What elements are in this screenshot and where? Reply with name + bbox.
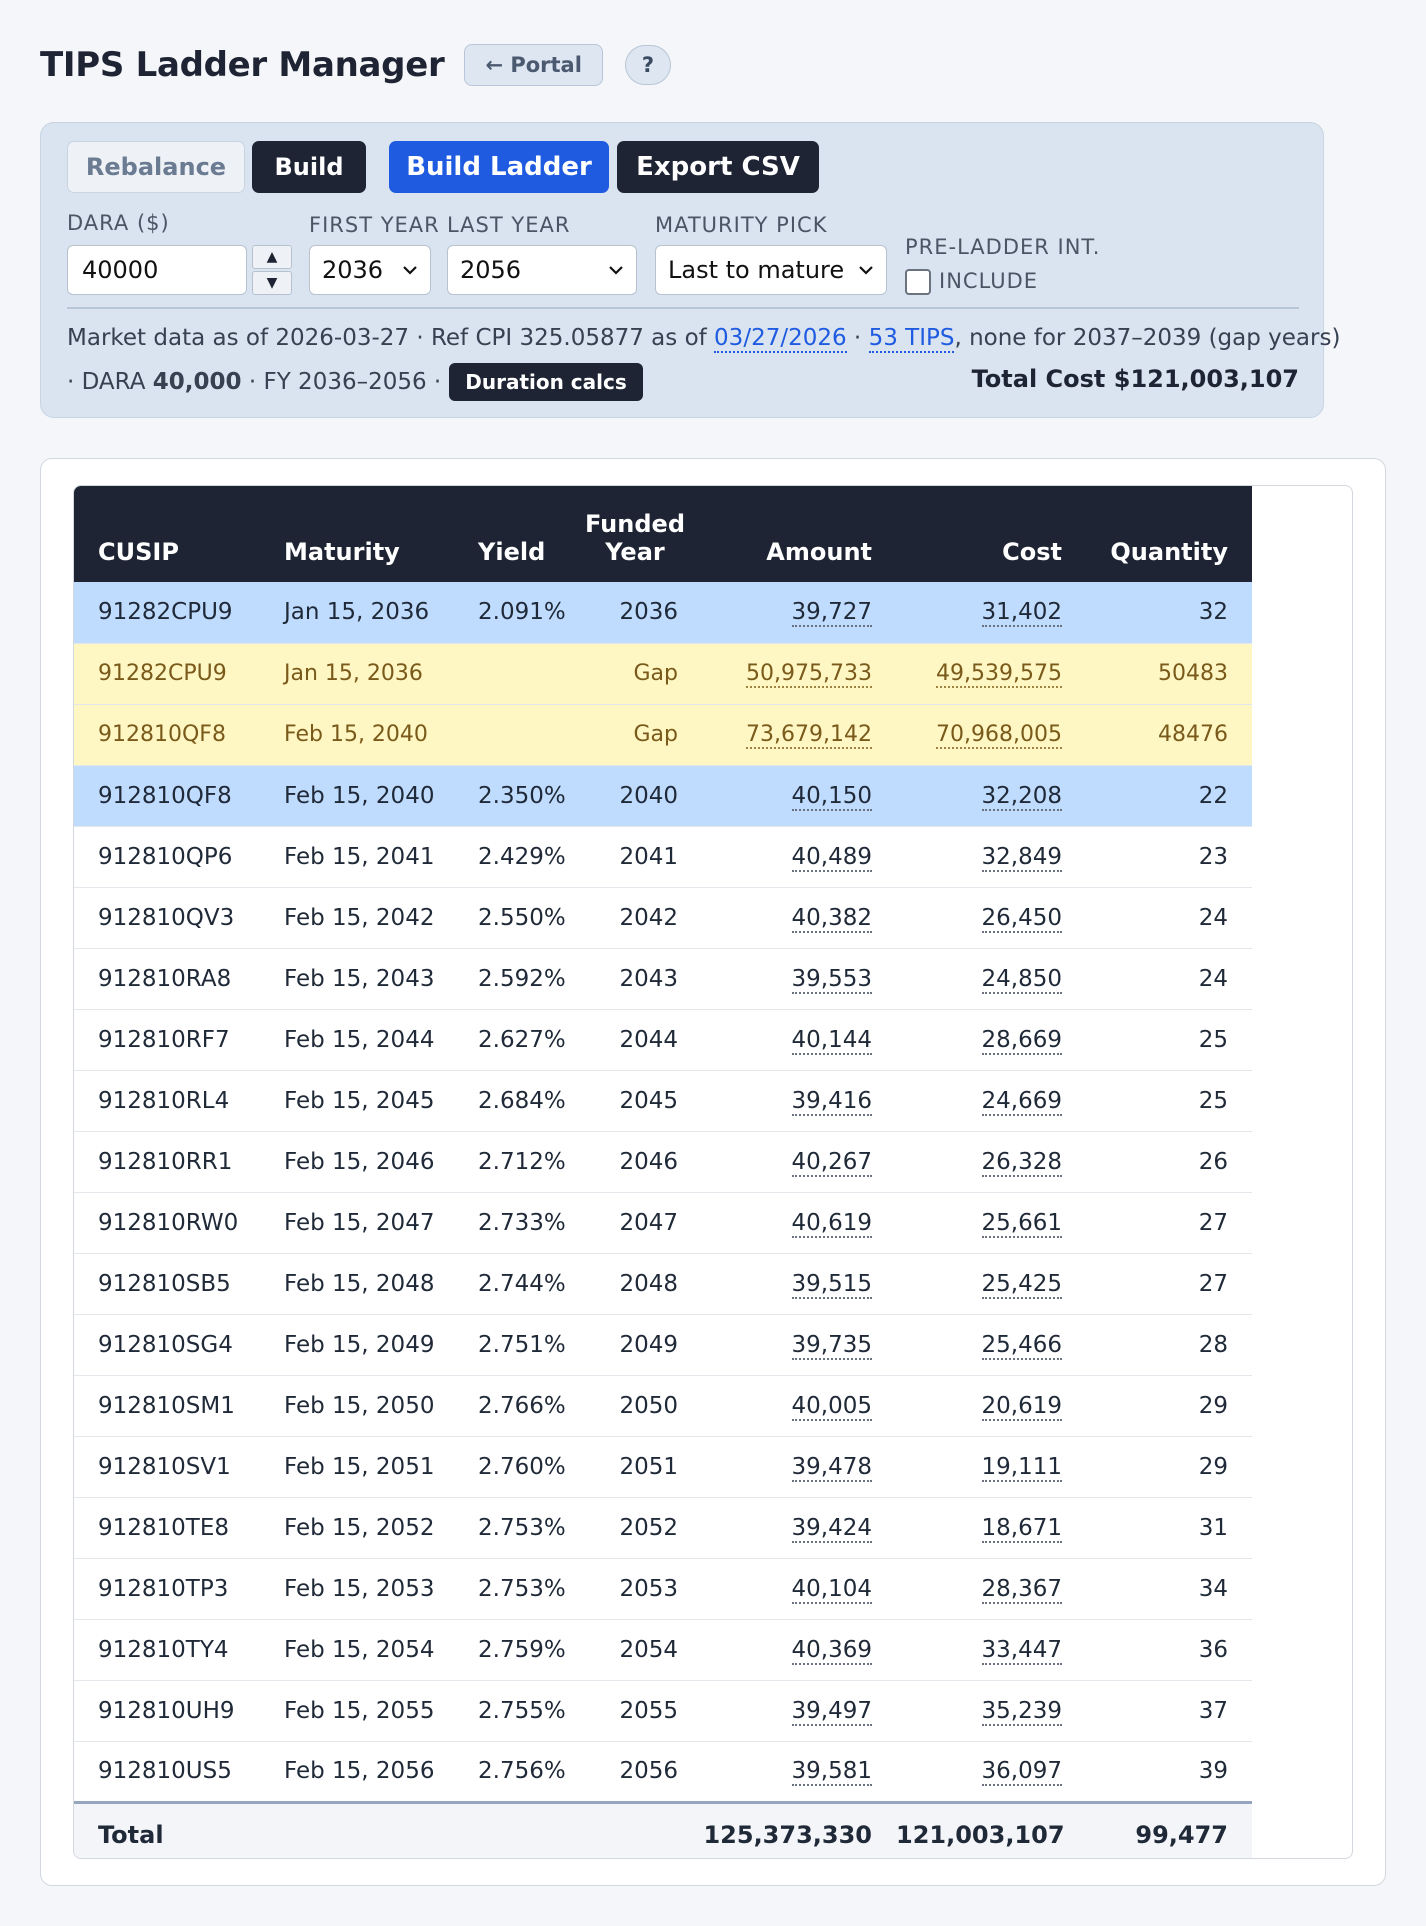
column-header-cusip[interactable]: CUSIP bbox=[74, 486, 260, 582]
cost-cell-value[interactable]: 36,097 bbox=[981, 1758, 1062, 1784]
amount-cell-value[interactable]: 40,005 bbox=[791, 1392, 872, 1419]
chevron-down-icon bbox=[400, 260, 420, 280]
funded-year-cell: 2036 bbox=[562, 582, 698, 643]
funded-year-cell: 2048 bbox=[562, 1253, 698, 1314]
table-row[interactable] bbox=[74, 826, 1252, 887]
yield-cell: 2.759% bbox=[454, 1619, 562, 1680]
fy-range-text: · FY 2036–2056 · bbox=[241, 369, 442, 395]
cost-cell bbox=[896, 887, 1086, 948]
quantity-cell: 28 bbox=[1086, 1314, 1252, 1375]
amount-cell bbox=[698, 1680, 896, 1741]
amount-cell-value[interactable]: 40,382 bbox=[791, 904, 872, 931]
cost-cell-value[interactable]: 26,450 bbox=[981, 904, 1062, 931]
cusip-cell: 912810RR1 bbox=[74, 1131, 260, 1192]
tips-count-link[interactable]: 53 TIPS bbox=[868, 325, 955, 351]
cusip-cell: 912810RF7 bbox=[74, 1009, 260, 1070]
maturity-cell: Jan 15, 2036 bbox=[260, 582, 454, 643]
funded-year-cell: 2041 bbox=[562, 826, 698, 887]
cost-cell-value[interactable]: 24,850 bbox=[981, 965, 1062, 992]
chevron-down-icon bbox=[856, 260, 876, 280]
cost-cell-value[interactable]: 32,208 bbox=[981, 782, 1062, 809]
cusip-cell: 912810QV3 bbox=[74, 887, 260, 948]
amount-cell bbox=[698, 765, 896, 826]
column-header-funded-year[interactable]: Funded Year bbox=[562, 486, 698, 582]
yield-cell: 2.592% bbox=[454, 948, 562, 1009]
quantity-cell: 23 bbox=[1086, 826, 1252, 887]
cusip-cell: 912810QF8 bbox=[74, 765, 260, 826]
separator: · bbox=[846, 325, 869, 351]
cusip-cell: 912810RA8 bbox=[74, 948, 260, 1009]
maturity-cell: Feb 15, 2040 bbox=[260, 704, 454, 765]
quantity-cell: 25 bbox=[1086, 1009, 1252, 1070]
dara-summary-value: 40,000 bbox=[152, 369, 242, 395]
cost-cell bbox=[896, 1253, 1086, 1314]
amount-cell bbox=[698, 826, 896, 887]
table-row[interactable] bbox=[74, 887, 1252, 948]
maturity-pick-label: MATURITY PICK bbox=[655, 213, 828, 237]
quantity-cell: 22 bbox=[1086, 765, 1252, 826]
maturity-cell: Feb 15, 2050 bbox=[260, 1375, 454, 1436]
funded-year-cell: 2040 bbox=[562, 765, 698, 826]
gap-years-text: , none for 2037–2039 (gap years) bbox=[954, 325, 1341, 351]
amount-cell bbox=[698, 1558, 896, 1619]
cost-cell bbox=[896, 643, 1086, 704]
table-row[interactable] bbox=[74, 1009, 1252, 1070]
maturity-cell: Feb 15, 2055 bbox=[260, 1680, 454, 1741]
dara-input[interactable]: 40000 bbox=[67, 245, 247, 295]
cusip-cell: 912810QF8 bbox=[74, 704, 260, 765]
cusip-cell: 912810TP3 bbox=[74, 1558, 260, 1619]
amount-cell bbox=[698, 1497, 896, 1558]
amount-cell-value[interactable]: 39,424 bbox=[791, 1514, 872, 1541]
funded-year-cell: 2049 bbox=[562, 1314, 698, 1375]
cusip-cell: 912810UH9 bbox=[74, 1680, 260, 1741]
table-row[interactable] bbox=[74, 765, 1252, 826]
quantity-cell: 24 bbox=[1086, 948, 1252, 1009]
include-checkbox[interactable] bbox=[905, 269, 931, 295]
quantity-cell: 48476 bbox=[1086, 704, 1252, 765]
cpi-date-link[interactable]: 03/27/2026 bbox=[714, 325, 847, 351]
funded-year-cell: 2054 bbox=[562, 1619, 698, 1680]
funded-year-cell: 2052 bbox=[562, 1497, 698, 1558]
maturity-cell: Feb 15, 2049 bbox=[260, 1314, 454, 1375]
page-title: TIPS Ladder Manager bbox=[40, 45, 445, 85]
quantity-cell: 50483 bbox=[1086, 643, 1252, 704]
maturity-cell: Feb 15, 2042 bbox=[260, 887, 454, 948]
quantity-cell: 34 bbox=[1086, 1558, 1252, 1619]
amount-cell bbox=[698, 1253, 896, 1314]
market-info-line bbox=[67, 325, 1340, 351]
table-row[interactable] bbox=[74, 704, 1252, 765]
total-label: Total bbox=[74, 1802, 260, 1859]
column-header-quantity[interactable]: Quantity bbox=[1086, 486, 1252, 582]
total-cost-cell: 121,003,107 bbox=[896, 1802, 1086, 1859]
cost-cell bbox=[896, 1497, 1086, 1558]
cost-cell-value[interactable]: 26,328 bbox=[981, 1148, 1062, 1175]
ladder-table-container[interactable] bbox=[73, 485, 1353, 1859]
column-header-cost[interactable]: Cost bbox=[896, 486, 1086, 582]
yield-cell: 2.733% bbox=[454, 1192, 562, 1253]
cost-cell bbox=[896, 1619, 1086, 1680]
quantity-cell: 31 bbox=[1086, 1497, 1252, 1558]
maturity-cell: Feb 15, 2053 bbox=[260, 1558, 454, 1619]
first-year-label: FIRST YEAR bbox=[309, 213, 440, 237]
amount-cell bbox=[698, 1375, 896, 1436]
chevron-down-icon bbox=[606, 260, 626, 280]
amount-cell-value[interactable]: 39,727 bbox=[791, 599, 872, 626]
amount-cell-value[interactable]: 40,144 bbox=[791, 1026, 872, 1053]
yield-cell: 2.550% bbox=[454, 887, 562, 948]
ladder-card bbox=[40, 458, 1386, 1886]
amount-cell bbox=[698, 887, 896, 948]
yield-cell bbox=[454, 704, 562, 765]
cost-cell-value[interactable]: 25,466 bbox=[981, 1331, 1062, 1358]
cost-cell bbox=[896, 765, 1086, 826]
cusip-cell: 912810TY4 bbox=[74, 1619, 260, 1680]
export-csv-button[interactable]: Export CSV bbox=[617, 141, 819, 193]
total-cost: Total Cost $121,003,107 bbox=[971, 365, 1299, 393]
maturity-pick-value: Last to mature bbox=[668, 256, 845, 284]
quantity-cell: 37 bbox=[1086, 1680, 1252, 1741]
amount-cell bbox=[698, 704, 896, 765]
cost-cell bbox=[896, 1558, 1086, 1619]
yield-cell: 2.766% bbox=[454, 1375, 562, 1436]
funded-year-cell: 2043 bbox=[562, 948, 698, 1009]
column-header-amount[interactable]: Amount bbox=[698, 486, 896, 582]
summary-line bbox=[67, 363, 643, 401]
table-row[interactable] bbox=[74, 1436, 1252, 1497]
dara-label: DARA ($) bbox=[67, 211, 170, 235]
amount-cell-value[interactable]: 40,369 bbox=[791, 1636, 872, 1663]
quantity-cell: 32 bbox=[1086, 582, 1252, 643]
cusip-cell: 912810SM1 bbox=[74, 1375, 260, 1436]
yield-cell bbox=[454, 643, 562, 704]
amount-cell bbox=[698, 1131, 896, 1192]
first-year-select[interactable] bbox=[309, 245, 431, 295]
divider bbox=[67, 307, 1299, 309]
maturity-cell: Feb 15, 2043 bbox=[260, 948, 454, 1009]
yield-cell: 2.755% bbox=[454, 1680, 562, 1741]
cost-cell bbox=[896, 1070, 1086, 1131]
maturity-cell: Feb 15, 2046 bbox=[260, 1131, 454, 1192]
funded-year-cell: 2053 bbox=[562, 1558, 698, 1619]
stepper-up-icon[interactable]: ▲ bbox=[252, 245, 292, 269]
cost-cell bbox=[896, 1741, 1086, 1802]
table-row[interactable] bbox=[74, 1253, 1252, 1314]
total-quantity: 99,477 bbox=[1086, 1802, 1252, 1859]
control-panel bbox=[40, 122, 1341, 418]
cusip-cell: 912810US5 bbox=[74, 1741, 260, 1802]
table-row[interactable] bbox=[74, 948, 1252, 1009]
funded-year-cell: 2047 bbox=[562, 1192, 698, 1253]
table-row[interactable] bbox=[74, 1558, 1252, 1619]
amount-cell bbox=[698, 1192, 896, 1253]
amount-cell bbox=[698, 1009, 896, 1070]
amount-cell-value[interactable]: 39,553 bbox=[791, 965, 872, 992]
cost-cell-value[interactable]: 19,111 bbox=[981, 1453, 1062, 1480]
include-label[interactable]: INCLUDE bbox=[939, 269, 1039, 293]
funded-year-cell: 2044 bbox=[562, 1009, 698, 1070]
cusip-cell: 912810RW0 bbox=[74, 1192, 260, 1253]
dara-summary-prefix: · DARA bbox=[67, 369, 153, 395]
portal-button[interactable]: ← Portal bbox=[464, 44, 603, 86]
cost-cell-value[interactable]: 49,539,575 bbox=[936, 661, 1062, 686]
amount-cell-value[interactable]: 39,478 bbox=[791, 1453, 872, 1480]
cost-cell-value[interactable]: 25,425 bbox=[981, 1270, 1062, 1297]
funded-year-cell: Gap bbox=[562, 643, 698, 704]
table-row[interactable] bbox=[74, 1131, 1252, 1192]
amount-cell-value[interactable]: 40,619 bbox=[791, 1209, 872, 1236]
amount-cell bbox=[698, 1741, 896, 1802]
maturity-cell: Feb 15, 2048 bbox=[260, 1253, 454, 1314]
amount-cell-value[interactable]: 39,416 bbox=[791, 1087, 872, 1114]
maturity-cell: Feb 15, 2040 bbox=[260, 765, 454, 826]
cost-cell bbox=[896, 1436, 1086, 1497]
column-header-maturity[interactable]: Maturity bbox=[260, 486, 454, 582]
amount-cell-value[interactable]: 40,489 bbox=[791, 843, 872, 870]
help-button[interactable]: ? bbox=[625, 45, 671, 85]
yield-cell: 2.429% bbox=[454, 826, 562, 887]
cost-cell bbox=[896, 1192, 1086, 1253]
table-row[interactable] bbox=[74, 643, 1252, 704]
cusip-cell: 912810SV1 bbox=[74, 1436, 260, 1497]
amount-cell-value[interactable]: 39,515 bbox=[791, 1270, 872, 1297]
build-ladder-button[interactable]: Build Ladder bbox=[389, 141, 609, 193]
yield-cell: 2.753% bbox=[454, 1558, 562, 1619]
cost-cell-value[interactable]: 32,849 bbox=[981, 843, 1062, 870]
quantity-cell: 27 bbox=[1086, 1253, 1252, 1314]
yield-cell: 2.712% bbox=[454, 1131, 562, 1192]
maturity-cell: Feb 15, 2044 bbox=[260, 1009, 454, 1070]
amount-cell bbox=[698, 948, 896, 1009]
cost-cell-value[interactable]: 20,619 bbox=[981, 1392, 1062, 1419]
pre-ladder-label: PRE-LADDER INT. bbox=[905, 235, 1101, 259]
cost-cell bbox=[896, 1131, 1086, 1192]
column-header-yield[interactable]: Yield bbox=[454, 486, 562, 582]
cost-cell bbox=[896, 1009, 1086, 1070]
amount-cell bbox=[698, 1436, 896, 1497]
quantity-cell: 24 bbox=[1086, 887, 1252, 948]
cost-cell bbox=[896, 1314, 1086, 1375]
funded-year-cell: Gap bbox=[562, 704, 698, 765]
cost-cell-value[interactable]: 24,669 bbox=[981, 1087, 1062, 1114]
cost-cell bbox=[896, 1375, 1086, 1436]
cusip-cell: 912810TE8 bbox=[74, 1497, 260, 1558]
amount-cell bbox=[698, 1619, 896, 1680]
cost-cell bbox=[896, 704, 1086, 765]
amount-cell bbox=[698, 582, 896, 643]
cusip-cell: 912810SG4 bbox=[74, 1314, 260, 1375]
maturity-cell: Feb 15, 2056 bbox=[260, 1741, 454, 1802]
maturity-pick-select[interactable] bbox=[655, 245, 887, 295]
yield-cell: 2.756% bbox=[454, 1741, 562, 1802]
table-row[interactable] bbox=[74, 1192, 1252, 1253]
funded-year-cell: 2055 bbox=[562, 1680, 698, 1741]
cost-cell-value[interactable]: 33,447 bbox=[981, 1636, 1062, 1663]
yield-cell: 2.091% bbox=[454, 582, 562, 643]
table-header-row bbox=[74, 486, 1252, 582]
quantity-cell: 27 bbox=[1086, 1192, 1252, 1253]
cusip-cell: 912810RL4 bbox=[74, 1070, 260, 1131]
quantity-cell: 29 bbox=[1086, 1375, 1252, 1436]
cost-cell bbox=[896, 826, 1086, 887]
page-header bbox=[40, 44, 671, 86]
maturity-cell: Jan 15, 2036 bbox=[260, 643, 454, 704]
first-year-value: 2036 bbox=[322, 256, 384, 284]
maturity-cell: Feb 15, 2041 bbox=[260, 826, 454, 887]
cost-cell-value[interactable]: 70,968,005 bbox=[936, 722, 1062, 747]
cost-cell-value[interactable]: 18,671 bbox=[981, 1514, 1062, 1541]
total-amount: 125,373,330 bbox=[698, 1802, 896, 1859]
build-button[interactable]: Build bbox=[252, 141, 366, 193]
cost-cell bbox=[896, 1680, 1086, 1741]
funded-year-cell: 2042 bbox=[562, 887, 698, 948]
quantity-cell: 26 bbox=[1086, 1131, 1252, 1192]
yield-cell: 2.350% bbox=[454, 765, 562, 826]
funded-year-cell: 2051 bbox=[562, 1436, 698, 1497]
maturity-cell: Feb 15, 2052 bbox=[260, 1497, 454, 1558]
maturity-cell: Feb 15, 2045 bbox=[260, 1070, 454, 1131]
quantity-cell: 25 bbox=[1086, 1070, 1252, 1131]
amount-cell-value[interactable]: 39,735 bbox=[791, 1331, 872, 1358]
stepper-down-icon[interactable]: ▼ bbox=[252, 271, 292, 295]
cost-cell-value[interactable]: 35,239 bbox=[981, 1697, 1062, 1724]
funded-year-cell: 2046 bbox=[562, 1131, 698, 1192]
dara-stepper[interactable] bbox=[252, 245, 292, 295]
table-row[interactable] bbox=[74, 1741, 1252, 1802]
yield-cell: 2.684% bbox=[454, 1070, 562, 1131]
table-row[interactable] bbox=[74, 1314, 1252, 1375]
yield-cell: 2.744% bbox=[454, 1253, 562, 1314]
amount-cell bbox=[698, 1314, 896, 1375]
yield-cell: 2.627% bbox=[454, 1009, 562, 1070]
market-info-text: Market data as of 2026-03-27 · Ref CPI 325.05877 as of bbox=[67, 325, 715, 351]
amount-cell-value[interactable]: 73,679,142 bbox=[746, 722, 872, 747]
cost-cell bbox=[896, 582, 1086, 643]
quantity-cell: 39 bbox=[1086, 1741, 1252, 1802]
maturity-cell: Feb 15, 2047 bbox=[260, 1192, 454, 1253]
table-row[interactable] bbox=[74, 1375, 1252, 1436]
funded-year-cell: 2045 bbox=[562, 1070, 698, 1131]
maturity-cell: Feb 15, 2054 bbox=[260, 1619, 454, 1680]
cusip-cell: 91282CPU9 bbox=[74, 582, 260, 643]
rebalance-button[interactable]: Rebalance bbox=[67, 141, 245, 193]
table-row[interactable] bbox=[74, 1619, 1252, 1680]
ladder-table bbox=[74, 486, 1252, 1859]
maturity-cell: Feb 15, 2051 bbox=[260, 1436, 454, 1497]
cost-cell-value[interactable]: 28,669 bbox=[981, 1026, 1062, 1053]
quantity-cell: 29 bbox=[1086, 1436, 1252, 1497]
table-row[interactable] bbox=[74, 1070, 1252, 1131]
yield-cell: 2.760% bbox=[454, 1436, 562, 1497]
cost-cell bbox=[896, 948, 1086, 1009]
amount-cell bbox=[698, 1070, 896, 1131]
cost-cell-value[interactable]: 31,402 bbox=[981, 599, 1062, 626]
table-row[interactable] bbox=[74, 1680, 1252, 1741]
amount-cell-value[interactable]: 40,150 bbox=[791, 782, 872, 809]
table-row[interactable] bbox=[74, 1497, 1252, 1558]
last-year-value: 2056 bbox=[460, 256, 522, 284]
duration-calcs-button[interactable]: Duration calcs bbox=[449, 363, 643, 401]
yield-cell: 2.753% bbox=[454, 1497, 562, 1558]
cusip-cell: 912810QP6 bbox=[74, 826, 260, 887]
funded-year-cell: 2056 bbox=[562, 1741, 698, 1802]
amount-cell-value[interactable]: 40,267 bbox=[791, 1148, 872, 1175]
last-year-select[interactable] bbox=[447, 245, 637, 295]
cost-cell-value[interactable]: 25,661 bbox=[981, 1209, 1062, 1236]
funded-year-cell: 2050 bbox=[562, 1375, 698, 1436]
amount-cell-value[interactable]: 50,975,733 bbox=[746, 661, 872, 686]
cusip-cell: 91282CPU9 bbox=[74, 643, 260, 704]
quantity-cell: 36 bbox=[1086, 1619, 1252, 1680]
amount-cell-value[interactable]: 39,497 bbox=[791, 1697, 872, 1724]
cost-cell-value[interactable]: 28,367 bbox=[981, 1575, 1062, 1602]
last-year-label: LAST YEAR bbox=[447, 213, 571, 237]
yield-cell: 2.751% bbox=[454, 1314, 562, 1375]
amount-cell-value[interactable]: 39,581 bbox=[791, 1758, 872, 1784]
amount-cell bbox=[698, 643, 896, 704]
total-row bbox=[74, 1802, 1252, 1859]
table-row[interactable] bbox=[74, 582, 1252, 643]
amount-cell-value[interactable]: 40,104 bbox=[791, 1575, 872, 1602]
cusip-cell: 912810SB5 bbox=[74, 1253, 260, 1314]
